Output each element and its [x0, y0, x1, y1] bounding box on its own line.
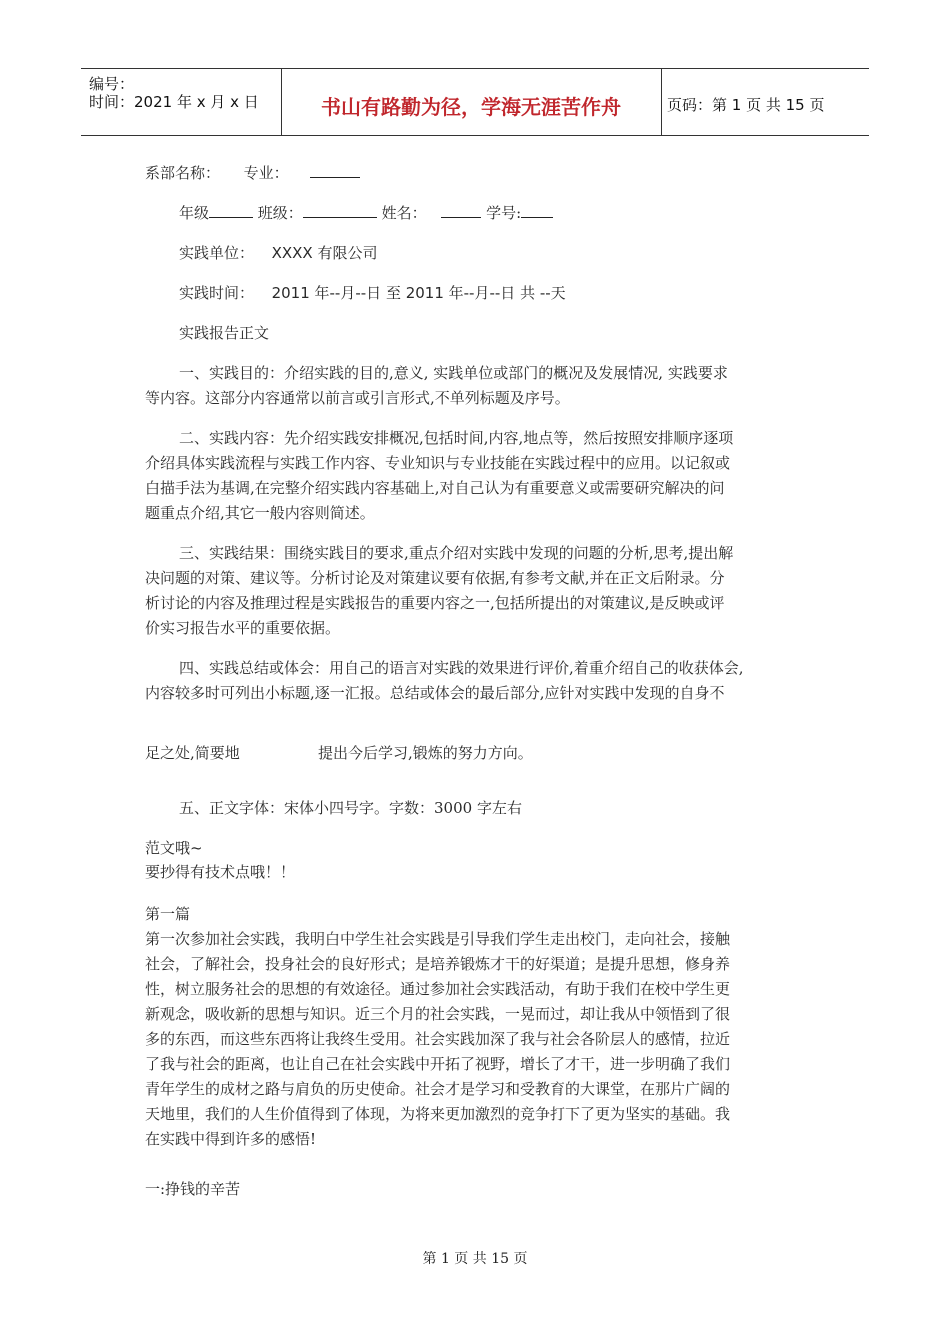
- header-page-cell: [661, 69, 869, 135]
- sample-para-line-3: 性，树立服务社会的思想的有效途径。通过参加社会实践活动，有助于我们在校中学生更: [145, 980, 731, 998]
- sample-note-2: 要抄得有技术点哦！！: [145, 863, 296, 881]
- sample-para-line-8: 天地里，我们的人生价值得到了体现，为将来更加激烈的竞争打下了更为坚实的基础。我: [145, 1105, 731, 1123]
- header-meta-cell: [81, 69, 282, 135]
- section-1-line-2: 等内容。这部分内容通常以前言或引言形式,不单列标题及序号。: [145, 389, 570, 407]
- page-label: 页码：第 1 页 共 15 页: [667, 96, 825, 114]
- grade-blank: [209, 203, 253, 218]
- grade-class-line: [179, 203, 553, 223]
- document-header: [81, 68, 869, 136]
- sample-para-line-2: 社会，了解社会，投身社会的良好形式；是培养锻炼才干的好渠道；是提升思想，修身养: [145, 955, 731, 973]
- section-2-line-2: 介绍具体实践流程与实践工作内容、专业知识与专业技能在实践过程中的应用。以记叙或: [145, 454, 731, 472]
- section-1-line-1: 一、实践目的：介绍实践的目的,意义, 实践单位或部门的概况及发展情况, 实践要求: [179, 364, 728, 382]
- sample-para-line-6: 了我与社会的距离，也让自己在社会实践中开拓了视野，增长了才干，进一步明确了我们: [145, 1055, 731, 1073]
- name-blank: [441, 203, 481, 218]
- unit-label: 实践单位：: [179, 244, 255, 262]
- sample-para-line-4: 新观念，吸收新的思想与知识。近三个月的社会实践，一晃而过，却让我从中领悟到了很: [145, 1005, 731, 1023]
- sample-subheading: 一:挣钱的辛苦: [145, 1180, 241, 1198]
- section-3-line-2: 决问题的对策、建议等。分析讨论及对策建议要有依据,有参考文献,并在正文后附录。分: [145, 569, 725, 587]
- class-label: 班级：: [257, 204, 303, 222]
- sample-heading: 第一篇: [145, 905, 191, 923]
- major-blank: [310, 163, 360, 178]
- section-2-line-4: 题重点介绍,其它一般内容则简述。: [145, 504, 375, 522]
- time-value: 2011 年--月--日 至 2011 年--月--日 共 --天: [271, 284, 566, 302]
- section-3-line-4: 价实习报告水平的重要依据。: [145, 619, 341, 637]
- section-4-line-2: 内容较多时可列出小标题,逐一汇报。总结或体会的最后部分,应针对实践中发现的自身不: [145, 684, 725, 702]
- section-3-line-1: 三、实践结果：围绕实践目的要求,重点介绍对实践中发现的问题的分析,思考,提出解: [179, 544, 734, 562]
- code-label: 编号：: [89, 75, 135, 93]
- dept-major-line: [145, 163, 360, 183]
- grade-label: 年级: [179, 204, 210, 222]
- section-4-line-3a: 足之处,简要地: [145, 744, 240, 762]
- section-2-line-3: 白描手法为基调,在完整介绍实践内容基础上,对自己认为有重要意义或需要研究解决的问: [145, 479, 725, 497]
- report-title: 实践报告正文: [179, 324, 270, 342]
- page-footer: 第 1 页 共 15 页: [422, 1251, 528, 1267]
- section-5: 五、正文字体：宋体小四号字。字数：3000 字左右: [179, 799, 522, 817]
- sample-para-line-1: 第一次参加社会实践，我明白中学生社会实践是引导我们学生走出校门，走向社会，接触: [145, 930, 731, 948]
- sample-note-1: 范文哦~: [145, 839, 203, 857]
- section-3-line-3: 析讨论的内容及推理过程是实践报告的重要内容之一,包括所提出的对策建议,是反映或评: [145, 594, 725, 612]
- sample-para-line-9: 在实践中得到许多的感悟!: [145, 1130, 317, 1148]
- class-blank: [303, 203, 377, 218]
- time-line: [179, 283, 566, 303]
- name-label: 姓名：: [381, 204, 427, 222]
- time-label: 时间：2021 年 x 月 x 日: [89, 93, 259, 111]
- section-4-line-3b: 提出今后学习,锻炼的努力方向。: [318, 744, 533, 762]
- dept-label: 系部名称：: [145, 164, 221, 182]
- major-label: 专业：: [243, 164, 289, 182]
- unit-line: [179, 243, 377, 263]
- sample-para-line-7: 青年学生的成材之路与肩负的历史使命。社会才是学习和受教育的大课堂，在那片广阔的: [145, 1080, 731, 1098]
- id-blank: [521, 203, 553, 218]
- unit-value: XXXX 有限公司: [271, 244, 378, 262]
- section-4-line-1: 四、实践总结或体会：用自己的语言对实践的效果进行评价,着重介绍自己的收获体会,: [179, 659, 744, 677]
- section-2-line-1: 二、实践内容：先介绍实践安排概况,包括时间,内容,地点等，然后按照安排顺序逐项: [179, 429, 734, 447]
- time-label: 实践时间：: [179, 284, 255, 302]
- id-label: 学号:: [486, 204, 522, 222]
- header-motto-cell: [281, 69, 662, 135]
- motto: 书山有路勤为径，学海无涯苦作舟: [321, 95, 621, 119]
- sample-para-line-5: 多的东西，而这些东西将让我终生受用。社会实践加深了我与社会各阶层人的感情，拉近: [145, 1030, 731, 1048]
